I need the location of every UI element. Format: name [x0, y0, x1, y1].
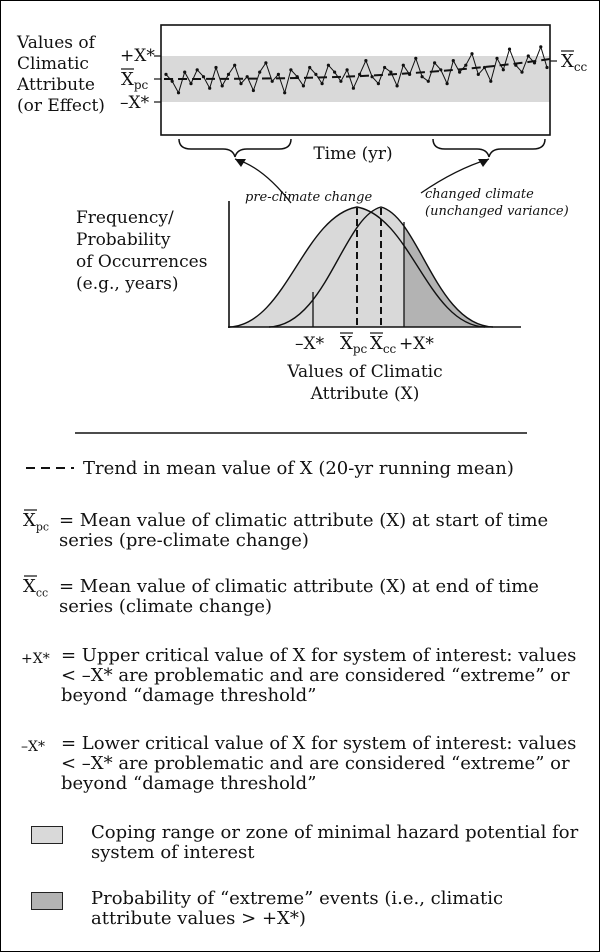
time-series-point — [427, 80, 430, 83]
time-series-point — [196, 68, 199, 71]
time-series-point — [233, 64, 236, 67]
time-series-point — [252, 89, 255, 92]
time-series-point — [277, 73, 280, 76]
top-y-label-line-3: Attribute — [17, 75, 95, 95]
time-series-point — [352, 87, 355, 90]
time-series-point — [408, 73, 411, 76]
time-series-point — [346, 68, 349, 71]
time-axis-label: Time (yr) — [313, 144, 393, 164]
extreme-probability-area — [404, 201, 504, 331]
bottom-x-label-line-2: Attribute (X) — [310, 384, 420, 404]
time-series-point — [514, 64, 517, 67]
right-brace-arrowhead — [478, 159, 489, 167]
time-series-point — [520, 71, 523, 74]
time-series-point — [533, 61, 536, 64]
legend-trend-text: Trend in mean value of X (20-yr running mean) — [83, 458, 514, 479]
time-series-point — [421, 75, 424, 78]
time-series-point — [495, 57, 498, 60]
time-series-point — [214, 66, 217, 69]
time-series-point — [470, 52, 473, 55]
legend-plus-xstar — [21, 645, 581, 706]
time-series-point — [171, 80, 174, 83]
changed-climate-label-line-2: (unchanged variance) — [425, 204, 569, 219]
legend-xpc-symbol: $X_{pc}$ — [23, 510, 50, 534]
bottom-y-label-line-1: Frequency/ — [76, 208, 174, 228]
time-series-point — [377, 82, 380, 85]
time-series-point — [314, 73, 317, 76]
time-series-point — [339, 80, 342, 83]
time-series-point — [483, 66, 486, 69]
tick-xcc: $X_{cc}$ — [370, 333, 397, 356]
time-series-point — [458, 71, 461, 74]
time-series-point — [508, 48, 511, 51]
time-series-point — [239, 82, 242, 85]
legend-dark-swatch — [31, 892, 63, 910]
time-series-point — [258, 71, 261, 74]
minus-xstar-label: –X* — [120, 93, 150, 113]
pre-climate-label: pre-climate change — [245, 190, 373, 205]
legend-minus-xstar — [21, 733, 581, 794]
bottom-x-label-line-1: Values of Climatic — [287, 362, 443, 382]
time-series-point — [308, 66, 311, 69]
xpc-label: $X_{pc}$ — [121, 69, 149, 92]
time-series-point — [452, 59, 455, 62]
plus-xstar-label: +X* — [120, 46, 155, 66]
time-series-point — [464, 64, 467, 67]
time-series-point — [383, 66, 386, 69]
time-series-point — [477, 73, 480, 76]
time-series-point — [321, 82, 324, 85]
time-series-point — [183, 71, 186, 74]
time-series-point — [246, 75, 249, 78]
time-series-point — [202, 75, 205, 78]
legend-xcc-symbol: $X_{cc}$ — [23, 576, 49, 600]
time-series-point — [296, 75, 299, 78]
time-series-point — [439, 68, 442, 71]
time-series-point — [527, 54, 530, 57]
legend-xpc — [23, 510, 583, 551]
legend-light-swatch — [31, 826, 63, 844]
legend-light-text: Coping range or zone of minimal hazard potential for system of interest — [91, 822, 579, 863]
top-chart — [16, 25, 588, 203]
tick-minus-xstar: –X* — [295, 334, 325, 354]
time-series-point — [227, 73, 230, 76]
time-series-point — [289, 68, 292, 71]
left-brace — [179, 139, 291, 157]
time-series-point — [189, 82, 192, 85]
legend-plus-symbol: +X* — [21, 651, 50, 667]
legend-xcc-text: = Mean value of climatic attribute (X) at end of time series (climate change) — [59, 576, 539, 617]
time-series-point — [302, 84, 305, 87]
time-series-point — [208, 87, 211, 90]
time-series-point — [364, 59, 367, 62]
time-series-point — [502, 68, 505, 71]
time-series-point — [221, 84, 224, 87]
time-series-point — [271, 80, 274, 83]
bottom-y-label-line-3: of Occurrences — [76, 252, 208, 272]
tick-plus-xstar: +X* — [399, 334, 434, 354]
time-series-point — [414, 57, 417, 60]
time-series-point — [333, 71, 336, 74]
time-series-point — [283, 91, 286, 94]
time-series-point — [489, 80, 492, 83]
xcc-label: $X_{cc}$ — [561, 51, 588, 74]
time-series-point — [402, 64, 405, 67]
time-series-point — [539, 45, 542, 48]
time-series-point — [433, 61, 436, 64]
time-series-point — [358, 73, 361, 76]
right-brace — [433, 139, 545, 157]
legend-minus-symbol: –X* — [21, 739, 45, 755]
bottom-y-label-line-4: (e.g., years) — [76, 274, 179, 294]
time-series-point — [327, 64, 330, 67]
top-y-label-line-2: Climatic — [17, 54, 89, 74]
bottom-y-label-line-2: Probability — [76, 230, 171, 250]
time-series-point — [264, 61, 267, 64]
time-series-point — [177, 91, 180, 94]
time-series-point — [389, 71, 392, 74]
time-series-point — [396, 84, 399, 87]
bottom-chart — [76, 187, 569, 404]
legend-dark-text: Probability of “extreme” events (i.e., climatic attribute values > +X*) — [91, 888, 504, 929]
top-y-label-line-1: Values of — [17, 33, 95, 53]
tick-xpc: $X_{pc}$ — [340, 333, 368, 356]
top-y-label-line-4: (or Effect) — [17, 96, 105, 116]
time-series-point — [164, 73, 167, 76]
legend-plus-text: = Upper critical value of X for system of interest: values < –X* are problematic and are considered “extreme” or beyond “damage threshold” — [61, 645, 577, 706]
legend-minus-text: = Lower critical value of X for system of interest: values < –X* are problematic and are considered “extreme” or beyond “damage threshold” — [61, 733, 577, 794]
time-series-point — [545, 66, 548, 69]
legend-xpc-text: = Mean value of climatic attribute (X) at start of time series (pre-climate change) — [59, 510, 549, 551]
time-series-point — [371, 75, 374, 78]
legend-xcc — [23, 576, 583, 617]
time-series-point — [446, 82, 449, 85]
changed-climate-label-line-1: changed climate — [425, 187, 534, 202]
